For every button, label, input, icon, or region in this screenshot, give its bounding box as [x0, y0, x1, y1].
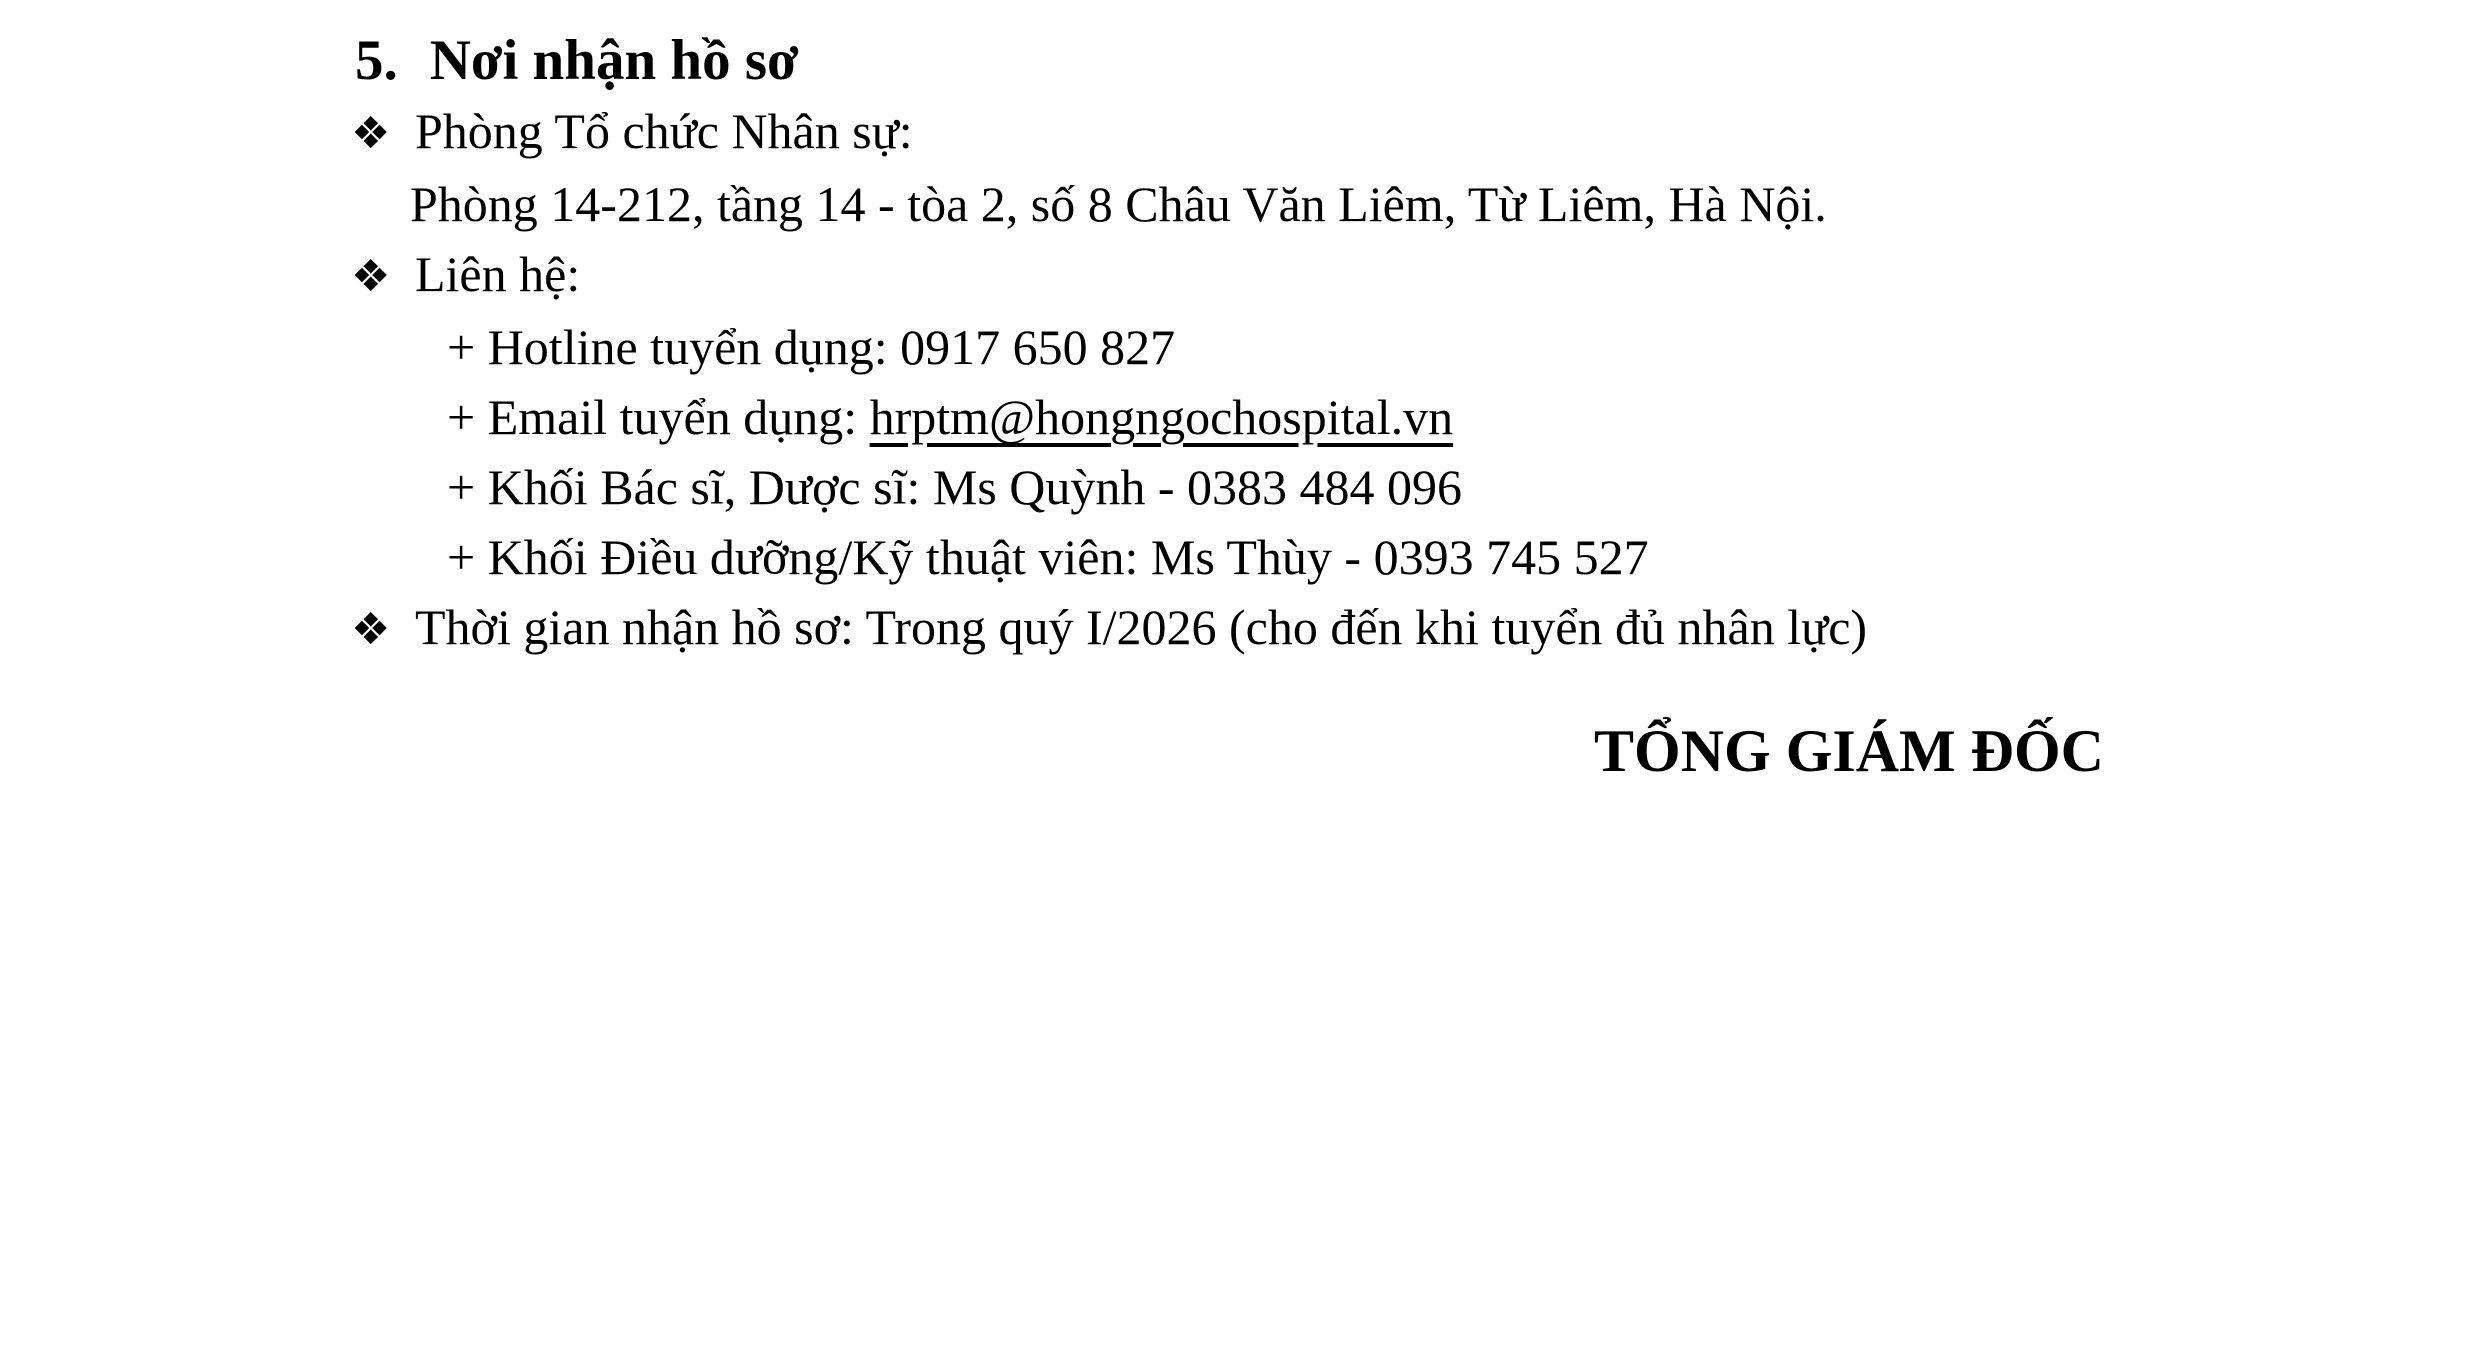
- section-number: 5.: [355, 29, 398, 92]
- bullet-item-department: [351, 96, 1867, 169]
- document-body: [351, 26, 1868, 665]
- contact-nurses: + Khối Điều dưỡng/Kỹ thuật viên: Ms Thùy - 0393 745 527: [447, 529, 1649, 585]
- diamond-bullet-icon: ❖: [351, 604, 391, 655]
- contact-label: Liên hệ:: [415, 246, 581, 302]
- department-label: Phòng Tổ chức Nhân sự:: [415, 103, 913, 159]
- bullet-item-contact: [351, 239, 1867, 312]
- contact-email-line: [447, 382, 1867, 452]
- section-heading: [355, 26, 1867, 96]
- contact-email-prefix: + Email tuyển dụng:: [447, 389, 870, 445]
- signature-title: TỔNG GIÁM ĐỐC: [1594, 718, 2104, 784]
- bullet-item-deadline: [351, 592, 1867, 665]
- diamond-bullet-icon: ❖: [351, 251, 391, 302]
- department-address: Phòng 14-212, tầng 14 - tòa 2, số 8 Châu Văn Liêm, Từ Liêm, Hà Nội.: [410, 176, 1827, 232]
- deadline-label: Thời gian nhận hồ sơ: Trong quý I/2026 (cho đến khi tuyển đủ nhân lực): [415, 599, 1868, 655]
- diamond-bullet-icon: ❖: [351, 108, 391, 159]
- contact-doctors: + Khối Bác sĩ, Dược sĩ: Ms Quỳnh - 0383 484 096: [447, 459, 1463, 515]
- contact-hotline: + Hotline tuyển dụng: 0917 650 827: [447, 319, 1176, 375]
- email-link[interactable]: hrptm@hongngochospital.vn: [869, 389, 1454, 445]
- section-title: Nơi nhận hồ sơ: [429, 29, 799, 92]
